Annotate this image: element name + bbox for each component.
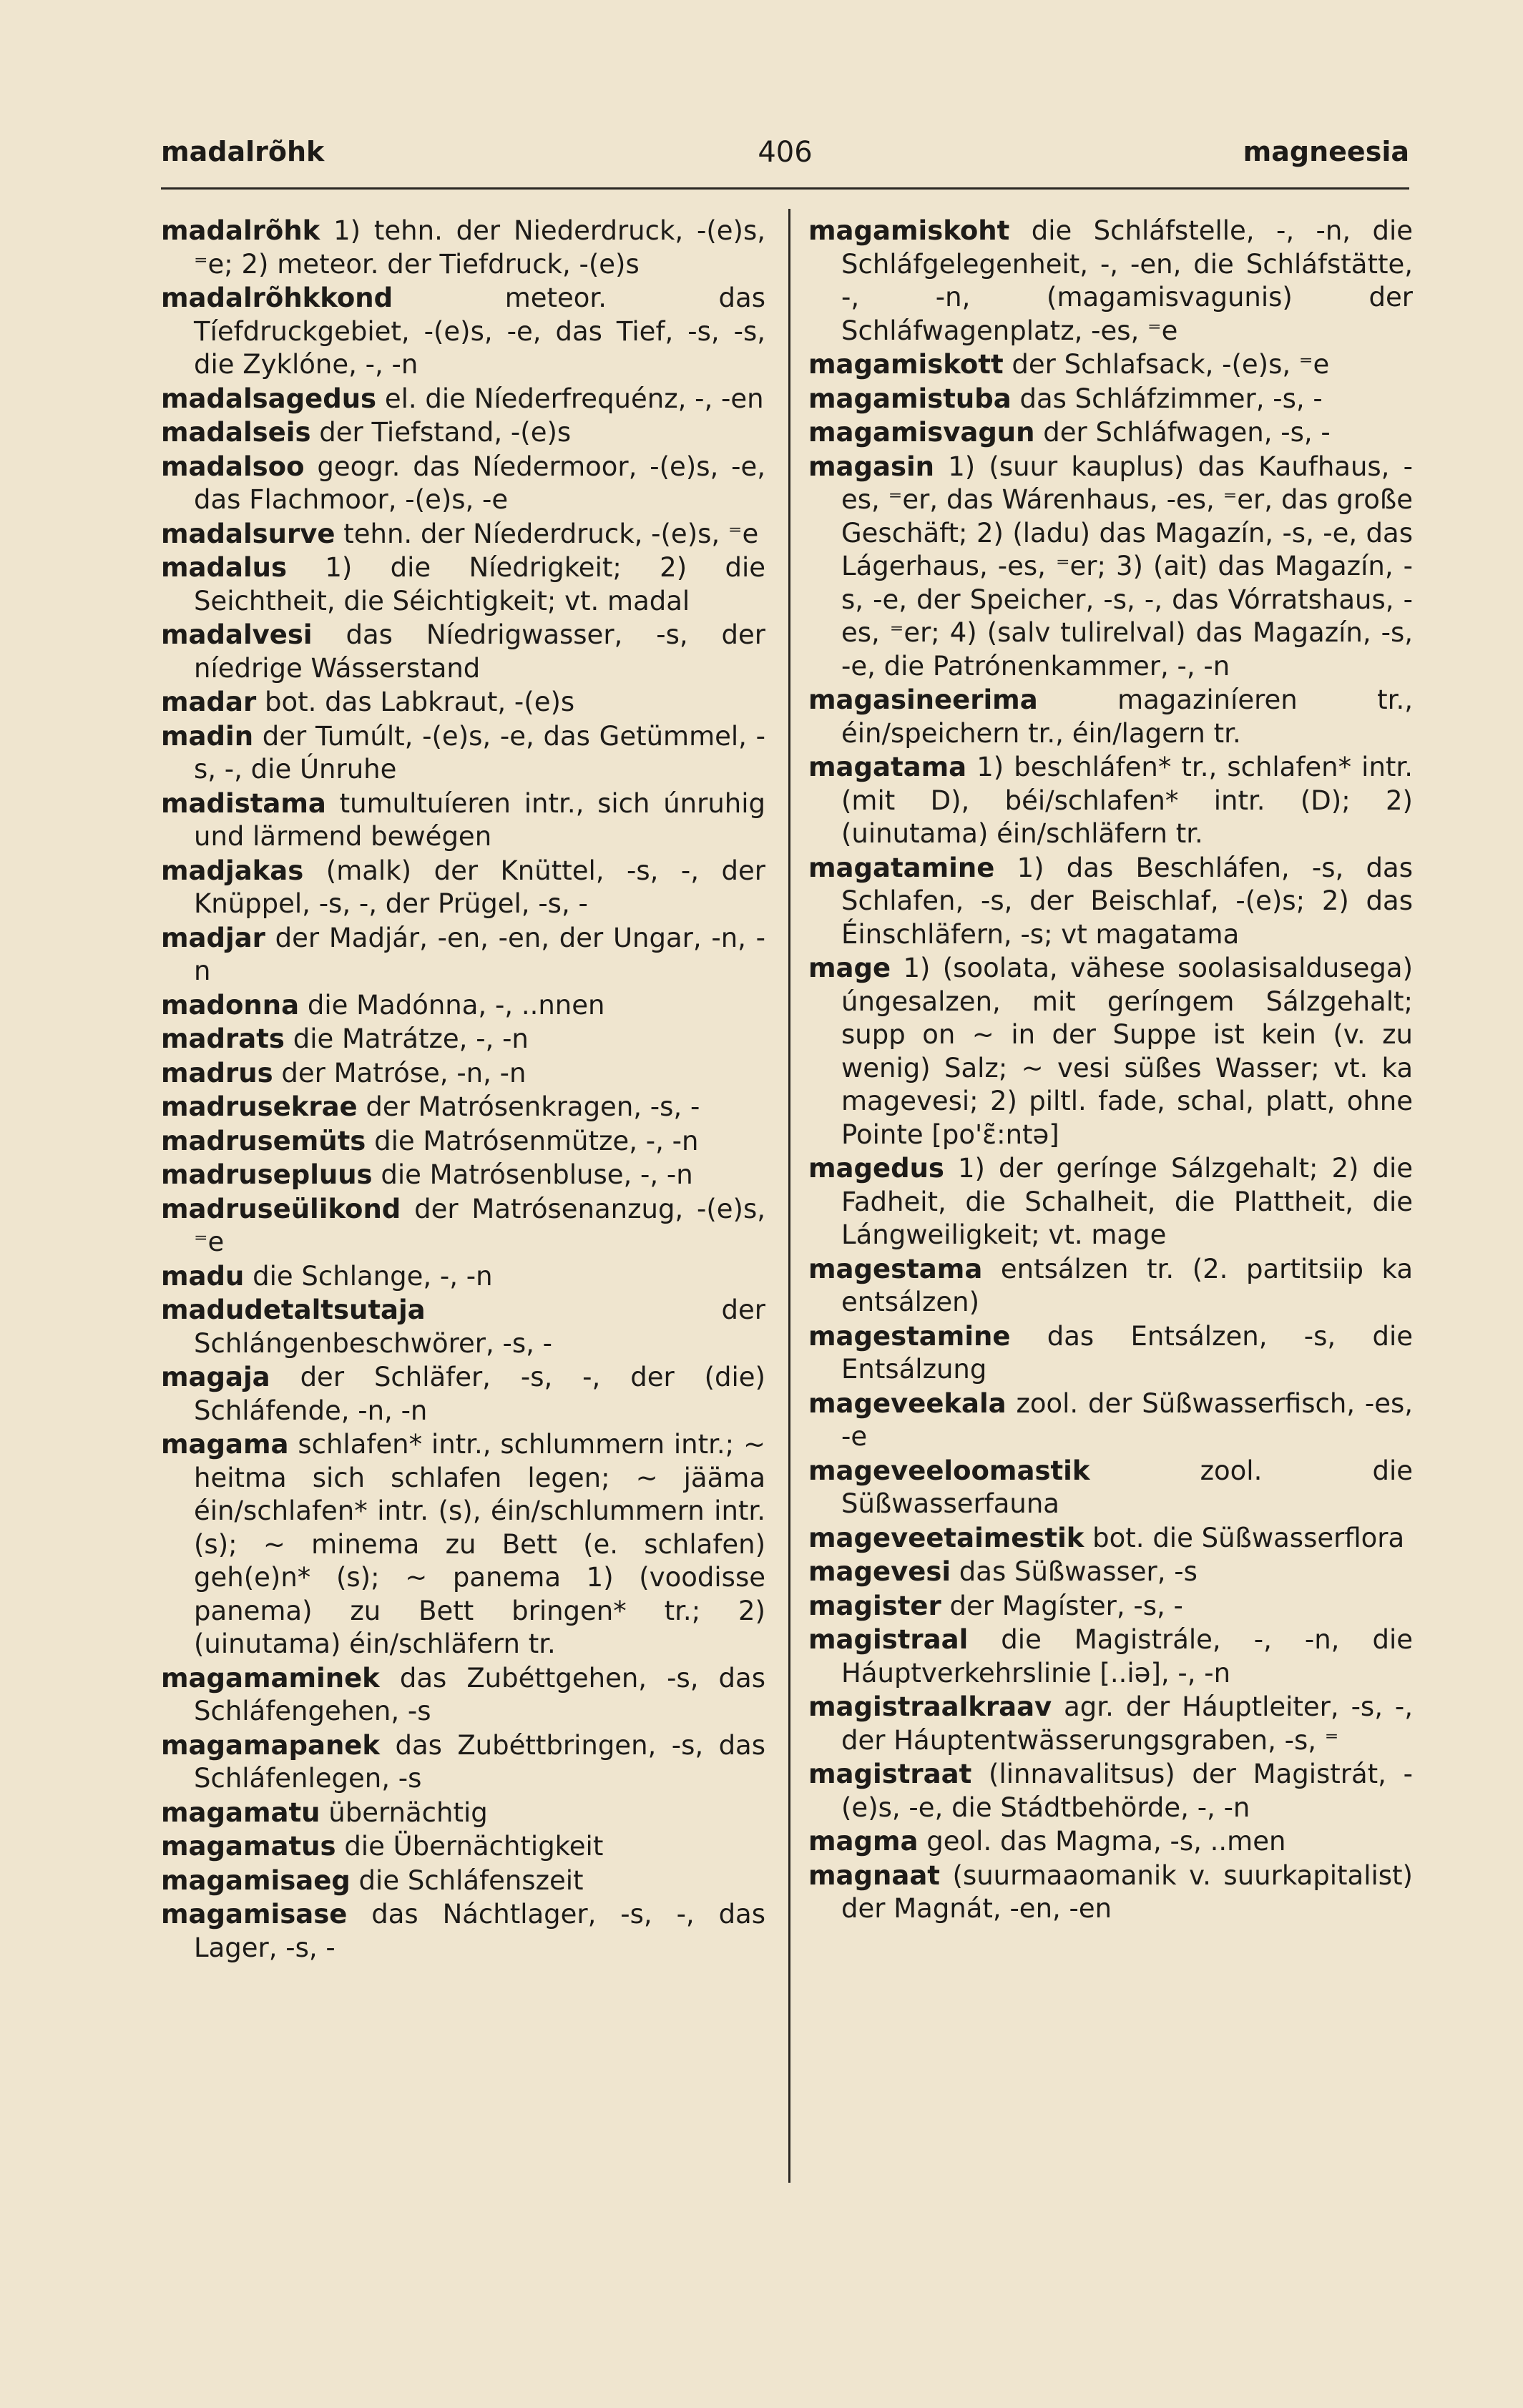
- headword: madalrõhk: [161, 215, 320, 246]
- dictionary-entry: [808, 1691, 1413, 1757]
- definition: 1) die Níedrigkeit; 2) die Seichtheit, die Séichtigkeit; vt. madal: [194, 552, 765, 616]
- right-column: [808, 215, 1413, 1927]
- dictionary-entry: [161, 1091, 765, 1124]
- definition: die Matrósenbluse, -, -n: [381, 1159, 693, 1190]
- right-guideword: magneesia: [1243, 136, 1409, 167]
- headword: mageveeloomastik: [808, 1455, 1090, 1486]
- dictionary-entry: [808, 451, 1413, 684]
- definition: meteor. das Tíefdruckgebiet, -(e)s, -e, das Tief, -s, -s, die Zyklóne, -, -n: [194, 282, 765, 380]
- dictionary-entry: [808, 1590, 1413, 1623]
- definition: das Entsálzen, -s, die Entsálzung: [841, 1320, 1413, 1385]
- headword: mage: [808, 953, 891, 983]
- definition: das Schláfzimmer, -s, -: [1019, 383, 1323, 414]
- headword: magedus: [808, 1153, 944, 1184]
- headword: madrusekrae: [161, 1091, 358, 1122]
- headword: magevesi: [808, 1556, 951, 1587]
- dictionary-entry: [161, 1864, 765, 1898]
- dictionary-entry: [161, 451, 765, 517]
- dictionary-entry: [808, 1522, 1413, 1556]
- left-guideword: madalrõhk: [161, 136, 325, 167]
- definition: der Schläfer, -s, -, der (die) Schláfende, -n, -n: [194, 1362, 765, 1426]
- dictionary-entry: [161, 1898, 765, 1965]
- column-divider: [788, 209, 790, 2183]
- definition: das Zubéttgehen, -s, das Schláfengehen, -s: [194, 1662, 765, 1726]
- definition: schlafen* intr., schlummern intr.; ~ heitma sich schlafen legen; ~ jääma éin/schlafen* intr. (s), éin/schlummern intr. (s); ~ minema zu Bett (e. schlafen) geh(e)n* (s); ~ panema 1) (voodisse panema) zu Bett bringen* tr.; 2) (uinutama) éin/schläfern tr.: [194, 1429, 765, 1659]
- headword: magamaminek: [161, 1662, 380, 1694]
- page-number: 406: [758, 136, 813, 169]
- headword: magamatus: [161, 1831, 336, 1862]
- dictionary-entry: [808, 1758, 1413, 1824]
- headword: magama: [161, 1429, 289, 1460]
- definition: die Schlange, -, -n: [253, 1260, 493, 1292]
- dictionary-entry: [161, 1057, 765, 1091]
- headword: magestama: [808, 1253, 983, 1284]
- definition: 1) (suur kauplus) das Kaufhaus, -es, ⁼er, das Wárenhaus, -es, ⁼er, das große Geschäft; 2) (ladu) das Magazín, -s, -e, das Lágerhaus, -es, ⁼er; 3) (ait) das Magazín, -s, -e, der Speicher, -s, -, das Vórratshaus, -es, ⁼er; 4) (salv tulirelval) das Magazín, -s, -e, die Patrónenkammer, -, -n: [841, 451, 1413, 682]
- dictionary-entry: [808, 1152, 1413, 1252]
- headword: magister: [808, 1590, 941, 1621]
- headword: magistraat: [808, 1759, 972, 1789]
- dictionary-entry: [808, 1623, 1413, 1690]
- left-column: [161, 215, 765, 1965]
- definition: (linnavalitsus) der Magistrát, -(e)s, -e, die Stádtbehörde, -, -n: [841, 1759, 1414, 1823]
- definition: die Madónna, -, ..nnen: [307, 989, 605, 1021]
- definition: der Matrósenkragen, -s, -: [366, 1091, 700, 1122]
- dictionary-entry: [808, 1825, 1413, 1859]
- headword: magma: [808, 1826, 919, 1857]
- dictionary-entry: [808, 215, 1413, 348]
- dictionary-entry: [161, 1428, 765, 1661]
- definition: die Schláfstelle, -, -n, die Schláfgelegenheit, -, -en, die Schláfstätte, -, -n, (magamisvagunis) der Schláfwagenplatz, -es, ⁼e: [841, 215, 1414, 346]
- definition: tehn. der Níederdruck, -(e)s, ⁼e: [343, 518, 759, 549]
- definition: das Süßwasser, -s: [959, 1556, 1198, 1587]
- dictionary-entry: [161, 215, 765, 281]
- dictionary-entry: [161, 551, 765, 618]
- headword: magamiskott: [808, 349, 1004, 380]
- headword: mageveetaimestik: [808, 1522, 1084, 1553]
- definition: der Matróse, -n, -n: [281, 1057, 527, 1088]
- dictionary-entry: [808, 1387, 1413, 1454]
- headword: madruseülikond: [161, 1193, 401, 1224]
- headword: magatama: [808, 752, 967, 782]
- headword: magnaat: [808, 1859, 940, 1891]
- definition: der Magíster, -s, -: [949, 1590, 1183, 1621]
- definition: der Schlafsack, -(e)s, ⁼e: [1012, 349, 1330, 380]
- headword: madalrõhkkond: [161, 282, 393, 313]
- definition: tumultuíeren intr., sich únruhig und lärmend bewégen: [194, 787, 765, 852]
- dictionary-entry: [161, 1159, 765, 1192]
- headword: magistraal: [808, 1624, 969, 1655]
- headword: magamapanek: [161, 1729, 380, 1761]
- definition: der Tumúlt, -(e)s, -e, das Getümmel, -s, -, die Únruhe: [194, 720, 765, 785]
- headword: magamisaeg: [161, 1864, 351, 1896]
- headword: madudetaltsutaja: [161, 1294, 426, 1325]
- definition: der Schláfwagen, -s, -: [1043, 417, 1331, 448]
- definition: 1) beschláfen* tr., schlafen* intr. (mit D), béi/schlafen* intr. (D); 2) (uinutama) éin/schläfern tr.: [841, 752, 1413, 849]
- definition: (malk) der Knüttel, -s, -, der Knüppel, -s, -, der Prügel, -s, -: [194, 855, 765, 919]
- dictionary-entry: [161, 416, 765, 450]
- header-rule: [161, 187, 1409, 190]
- dictionary-entry: [161, 619, 765, 685]
- headword: magatamine: [808, 852, 995, 883]
- dictionary-entry: [808, 416, 1413, 450]
- headword: madar: [161, 687, 257, 717]
- dictionary-entry: [808, 1320, 1413, 1387]
- headword: magestamine: [808, 1320, 1011, 1352]
- definition: entsálzen tr. (2. partitsiip ka entsálzen): [841, 1253, 1414, 1317]
- dictionary-entry: [808, 348, 1413, 382]
- dictionary-entry: [161, 1729, 765, 1796]
- headword: magamistuba: [808, 383, 1012, 414]
- definition: der Madjár, -en, -en, der Ungar, -n, -n: [194, 922, 765, 986]
- dictionary-entry: [161, 1193, 765, 1259]
- dictionary-entry: [808, 852, 1413, 952]
- definition: geogr. das Níedermoor, -(e)s, -e, das Flachmoor, -(e)s, -e: [194, 451, 765, 515]
- dictionary-entry: [161, 282, 765, 382]
- definition: magaziníeren tr., éin/speichern tr., éin/lagern tr.: [841, 684, 1414, 749]
- headword: madalsurve: [161, 518, 336, 549]
- definition: die Matrósenmütze, -, -n: [374, 1125, 699, 1156]
- headword: mageveekala: [808, 1387, 1007, 1419]
- definition: die Magistrále, -, -n, die Háuptverkehrslinie [..iə], -, -n: [841, 1624, 1413, 1689]
- definition: 1) tehn. der Niederdruck, -(e)s, ⁼e; 2) meteor. der Tiefdruck, -(e)s: [194, 215, 765, 280]
- headword: magamisase: [161, 1899, 348, 1930]
- headword: magaja: [161, 1362, 270, 1392]
- running-header: [161, 136, 1409, 179]
- dictionary-entry: [808, 952, 1413, 1151]
- definition: zool. der Süßwasserfisch, -es, -e: [841, 1387, 1413, 1452]
- headword: madistama: [161, 787, 326, 819]
- definition: 1) (soolata, vähese soolasisaldusega) úngesalzen, mit geríngem Sálzgehalt; supp on ~ in der Suppe ist kein (v. zu wenig) Salz; ~ vesi süßes Wasser; vt. ka magevesi; 2) piltl. fade, schal, platt, ohne Pointe [po'ɛ̃:ntə]: [841, 953, 1414, 1150]
- headword: magasin: [808, 451, 935, 482]
- definition: die Matrátze, -, -n: [293, 1023, 529, 1054]
- headword: magamiskoht: [808, 215, 1010, 246]
- headword: madalsoo: [161, 451, 305, 482]
- headword: madu: [161, 1260, 245, 1292]
- headword: madalus: [161, 552, 288, 583]
- headword: madalseis: [161, 417, 311, 448]
- headword: madalsagedus: [161, 383, 377, 414]
- definition: das Níedrigwasser, -s, der níedrige Wásserstand: [194, 619, 766, 684]
- dictionary-entry: [161, 1830, 765, 1864]
- definition: der Matrósenanzug, -(e)s, ⁼e: [194, 1193, 766, 1257]
- definition: die Übernächtigkeit: [344, 1831, 604, 1862]
- dictionary-entry: [808, 1859, 1413, 1926]
- dictionary-entry: [161, 720, 765, 787]
- headword: magamatu: [161, 1797, 320, 1828]
- definition: el. die Níederfrequénz, -, -en: [384, 383, 764, 414]
- definition: agr. der Háuptleiter, -s, -, der Háuptentwässerungsgraben, -s, ⁼: [841, 1691, 1413, 1756]
- definition: der Schlángenbeschwörer, -s, -: [194, 1294, 765, 1359]
- dictionary-entry: [161, 1125, 765, 1159]
- dictionary-entry: [161, 1797, 765, 1830]
- headword: madrus: [161, 1057, 273, 1088]
- definition: das Náchtlager, -s, -, das Lager, -s, -: [194, 1899, 766, 1963]
- headword: madin: [161, 720, 254, 752]
- dictionary-entry: [808, 1253, 1413, 1320]
- dictionary-entry: [161, 989, 765, 1023]
- headword: magamisvagun: [808, 417, 1035, 448]
- dictionary-entry: [161, 1294, 765, 1360]
- dictionary-entry: [161, 855, 765, 921]
- dictionary-entry: [808, 1455, 1413, 1521]
- headword: magistraalkraav: [808, 1691, 1052, 1722]
- dictionary-entry: [161, 787, 765, 854]
- dictionary-entry: [161, 1662, 765, 1729]
- definition: zool. die Süßwasserfauna: [841, 1455, 1413, 1519]
- dictionary-entry: [808, 684, 1413, 750]
- definition: das Zubéttbringen, -s, das Schláfenlegen, -s: [194, 1729, 766, 1794]
- dictionary-entry: [161, 1023, 765, 1056]
- dictionary-entry: [808, 751, 1413, 851]
- definition: die Schláfenszeit: [358, 1864, 584, 1896]
- definition: 1) das Beschláfen, -s, das Schlafen, -s, der Beischlaf, -(e)s; 2) das Éinschläfern, -s; vt magatama: [841, 852, 1413, 950]
- definition: der Tiefstand, -(e)s: [319, 417, 572, 448]
- definition: (suurmaaomanik v. suurkapitalist) der Magnát, -en, -en: [841, 1859, 1413, 1924]
- definition: übernächtig: [328, 1797, 488, 1828]
- dictionary-entry: [161, 383, 765, 416]
- dictionary-entry: [161, 686, 765, 719]
- dictionary-entry: [808, 383, 1413, 416]
- definition: bot. die Süßwasserflora: [1092, 1522, 1405, 1553]
- dictionary-entry: [161, 1260, 765, 1294]
- definition: geol. das Magma, -s, ..men: [926, 1826, 1286, 1857]
- dictionary-entry: [161, 1361, 765, 1427]
- headword: magasineerima: [808, 684, 1038, 715]
- dictionary-entry: [161, 518, 765, 551]
- headword: madrusemüts: [161, 1125, 366, 1156]
- headword: madrats: [161, 1023, 285, 1054]
- headword: madrusepluus: [161, 1159, 373, 1190]
- headword: madjakas: [161, 855, 304, 886]
- headword: madjar: [161, 922, 265, 953]
- definition: 1) der geríngе Sálzgehalt; 2) die Fadheit, die Schalheit, die Plattheit, die Lángweiligkeit; vt. mage: [841, 1153, 1413, 1250]
- definition: bot. das Labkraut, -(e)s: [265, 687, 575, 717]
- headword: madalvesi: [161, 619, 313, 650]
- dictionary-entry: [808, 1556, 1413, 1589]
- dictionary-entry: [161, 922, 765, 988]
- headword: madonna: [161, 989, 300, 1021]
